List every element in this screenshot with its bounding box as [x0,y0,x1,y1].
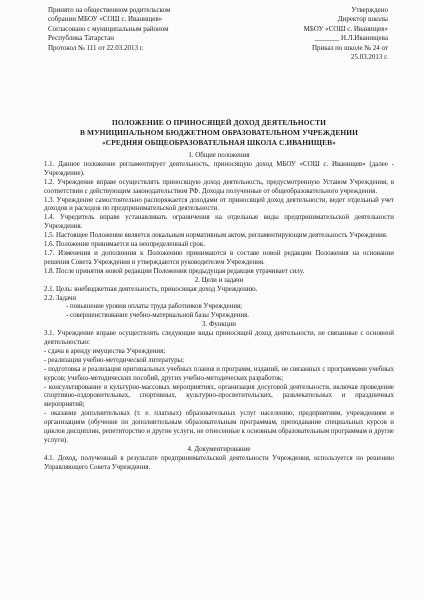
paragraph: 1.6. Положение принимается на неопределенный срок. [44,241,205,249]
paragraph: 1.2. Учреждение вправе осуществлять приносящую доход деятельность, предусмотренную Уставом Учреждения, в соответствии с действующим законодательством РФ. Доходы полученные от общеобразовательного учреждения. [44,178,394,195]
paragraph: 2.1. Цель: внебюджетная деятельность, приносящая доход Учреждению. [44,285,258,293]
paragraph: 1.5. Настоящее Положение является локальным нормативным актом, регламентирующим деятельность Учреждения. [44,232,388,240]
paragraph: - оказание дополнительных (т. е. платных) образовательных услуг населению, предприятиям, учреждениям и организациям (обучение по дополнительным образовательным программам, преподавание специальных курсов и циклов дисциплин, репетиторство и другие услуги, не отнесенные к основным образовательным программам и другие услуги). [44,410,394,444]
approval-line: Протокол № 111 от 22.03.2013 г. [48,43,144,52]
paragraph: - повышение уровня оплаты труда работников Учреждения; [66,303,243,311]
paragraph: 1.4. Учредитель вправе устанавливать ограничения на отдельные виды предпринимательской деятельности Учреждения. [44,214,394,231]
paragraph: 1.8. После принятия новой редакции Положения предыдущая редакция утрачивает силу. [44,267,305,275]
approval-line: Приказ по школе № 24 от [311,43,388,52]
section-heading: 1. Общие положения [188,152,250,159]
approval-line: МБОУ «СОШ с. Иванищев» [303,24,388,33]
title-line: ПОЛОЖЕНИЕ О ПРИНОСЯЩЕЙ ДОХОД ДЕЯТЕЛЬНОСТИ [112,118,326,127]
approval-line: Директор школы [337,15,388,24]
paragraph: - реализация учебно-методической литературы; [44,356,185,364]
document-header [48,6,388,94]
approval-line: Республика Татарстан [48,34,115,43]
paragraph: 1.3. Учреждение самостоятельно распоряжается доходами от приносящей доход деятельности, ведет отдельный учет доходов и расходов по предпринимательской деятельности. [44,196,394,213]
document-title [44,118,394,148]
approval-block-left [48,6,248,53]
paragraph: - сдача в аренду имущества Учреждения; [44,347,166,355]
approval-block-right [258,6,388,62]
title-line: «СРЕДНЯЯ ОБЩЕОБРАЗОВАТЕЛЬНАЯ ШКОЛА С.ИВАНИЩЕВ» [102,138,336,147]
approval-line: _______ Н.Л.Иванищева [314,34,388,43]
paragraph: 1.1. Данное положение регламентирует деятельность, приносящую доход МБОУ «СОШ с. Иванищев» (далее - Учреждение). [44,160,394,177]
approval-line: Утверждено [351,6,388,14]
approval-line: Принято на общественном родительском [48,6,171,14]
approval-line: собрании МБОУ «СОШ с. Иванищев» [48,15,163,24]
paragraph: 1.7. Изменения и дополнения к Положению принимаются в составе новой редакции Положения на основании решения Совета Учреждения и утверждаются руководителем Учреждения. [44,249,394,266]
approval-line: 25.03.2013 г. [350,53,388,62]
title-line: В МУНИЦИПАЛЬНОМ БЮДЖЕТНОМ ОБРАЗОВАТЕЛЬНОМ УЧРЕЖДЕНИИ [80,128,358,137]
paragraph: 2.2. Задачи [44,294,77,302]
paragraph: - консультирование в культурно-массовых мероприятиях, организация досуговой деятельности, включая проведение спортивно-оздоровительных, спортивных, культурно-просветительских, развлекательных и праздничных мероприятий; [44,383,394,409]
approval-line: Согласовано с муниципальным районом [48,24,169,33]
paragraph: - совершенствование учебно-материальной базы Учреждения. [66,312,250,320]
paragraph: 3.1. Учреждение вправе осуществлять следующие виды приносящей доход деятельности, не связанные с основной деятельностью: [44,330,394,347]
document-body [44,152,394,473]
section-heading: 3. Функции [202,321,236,329]
section-heading: 2. Цели и задачи [194,276,244,284]
paragraph: - подготовка и реализация оригинальных учебных планов и программ, изданий, не связанных с программами учебных курсов; учебно-методических пособий, других учебно-методических разработок; [44,365,394,382]
section-heading: 4. Документирование [187,445,251,453]
paragraph: 4.1. Доход, полученный в результате предпринимательской деятельности Учреждения, используется по решению Управляющего Совета Учреждения. [44,454,394,471]
